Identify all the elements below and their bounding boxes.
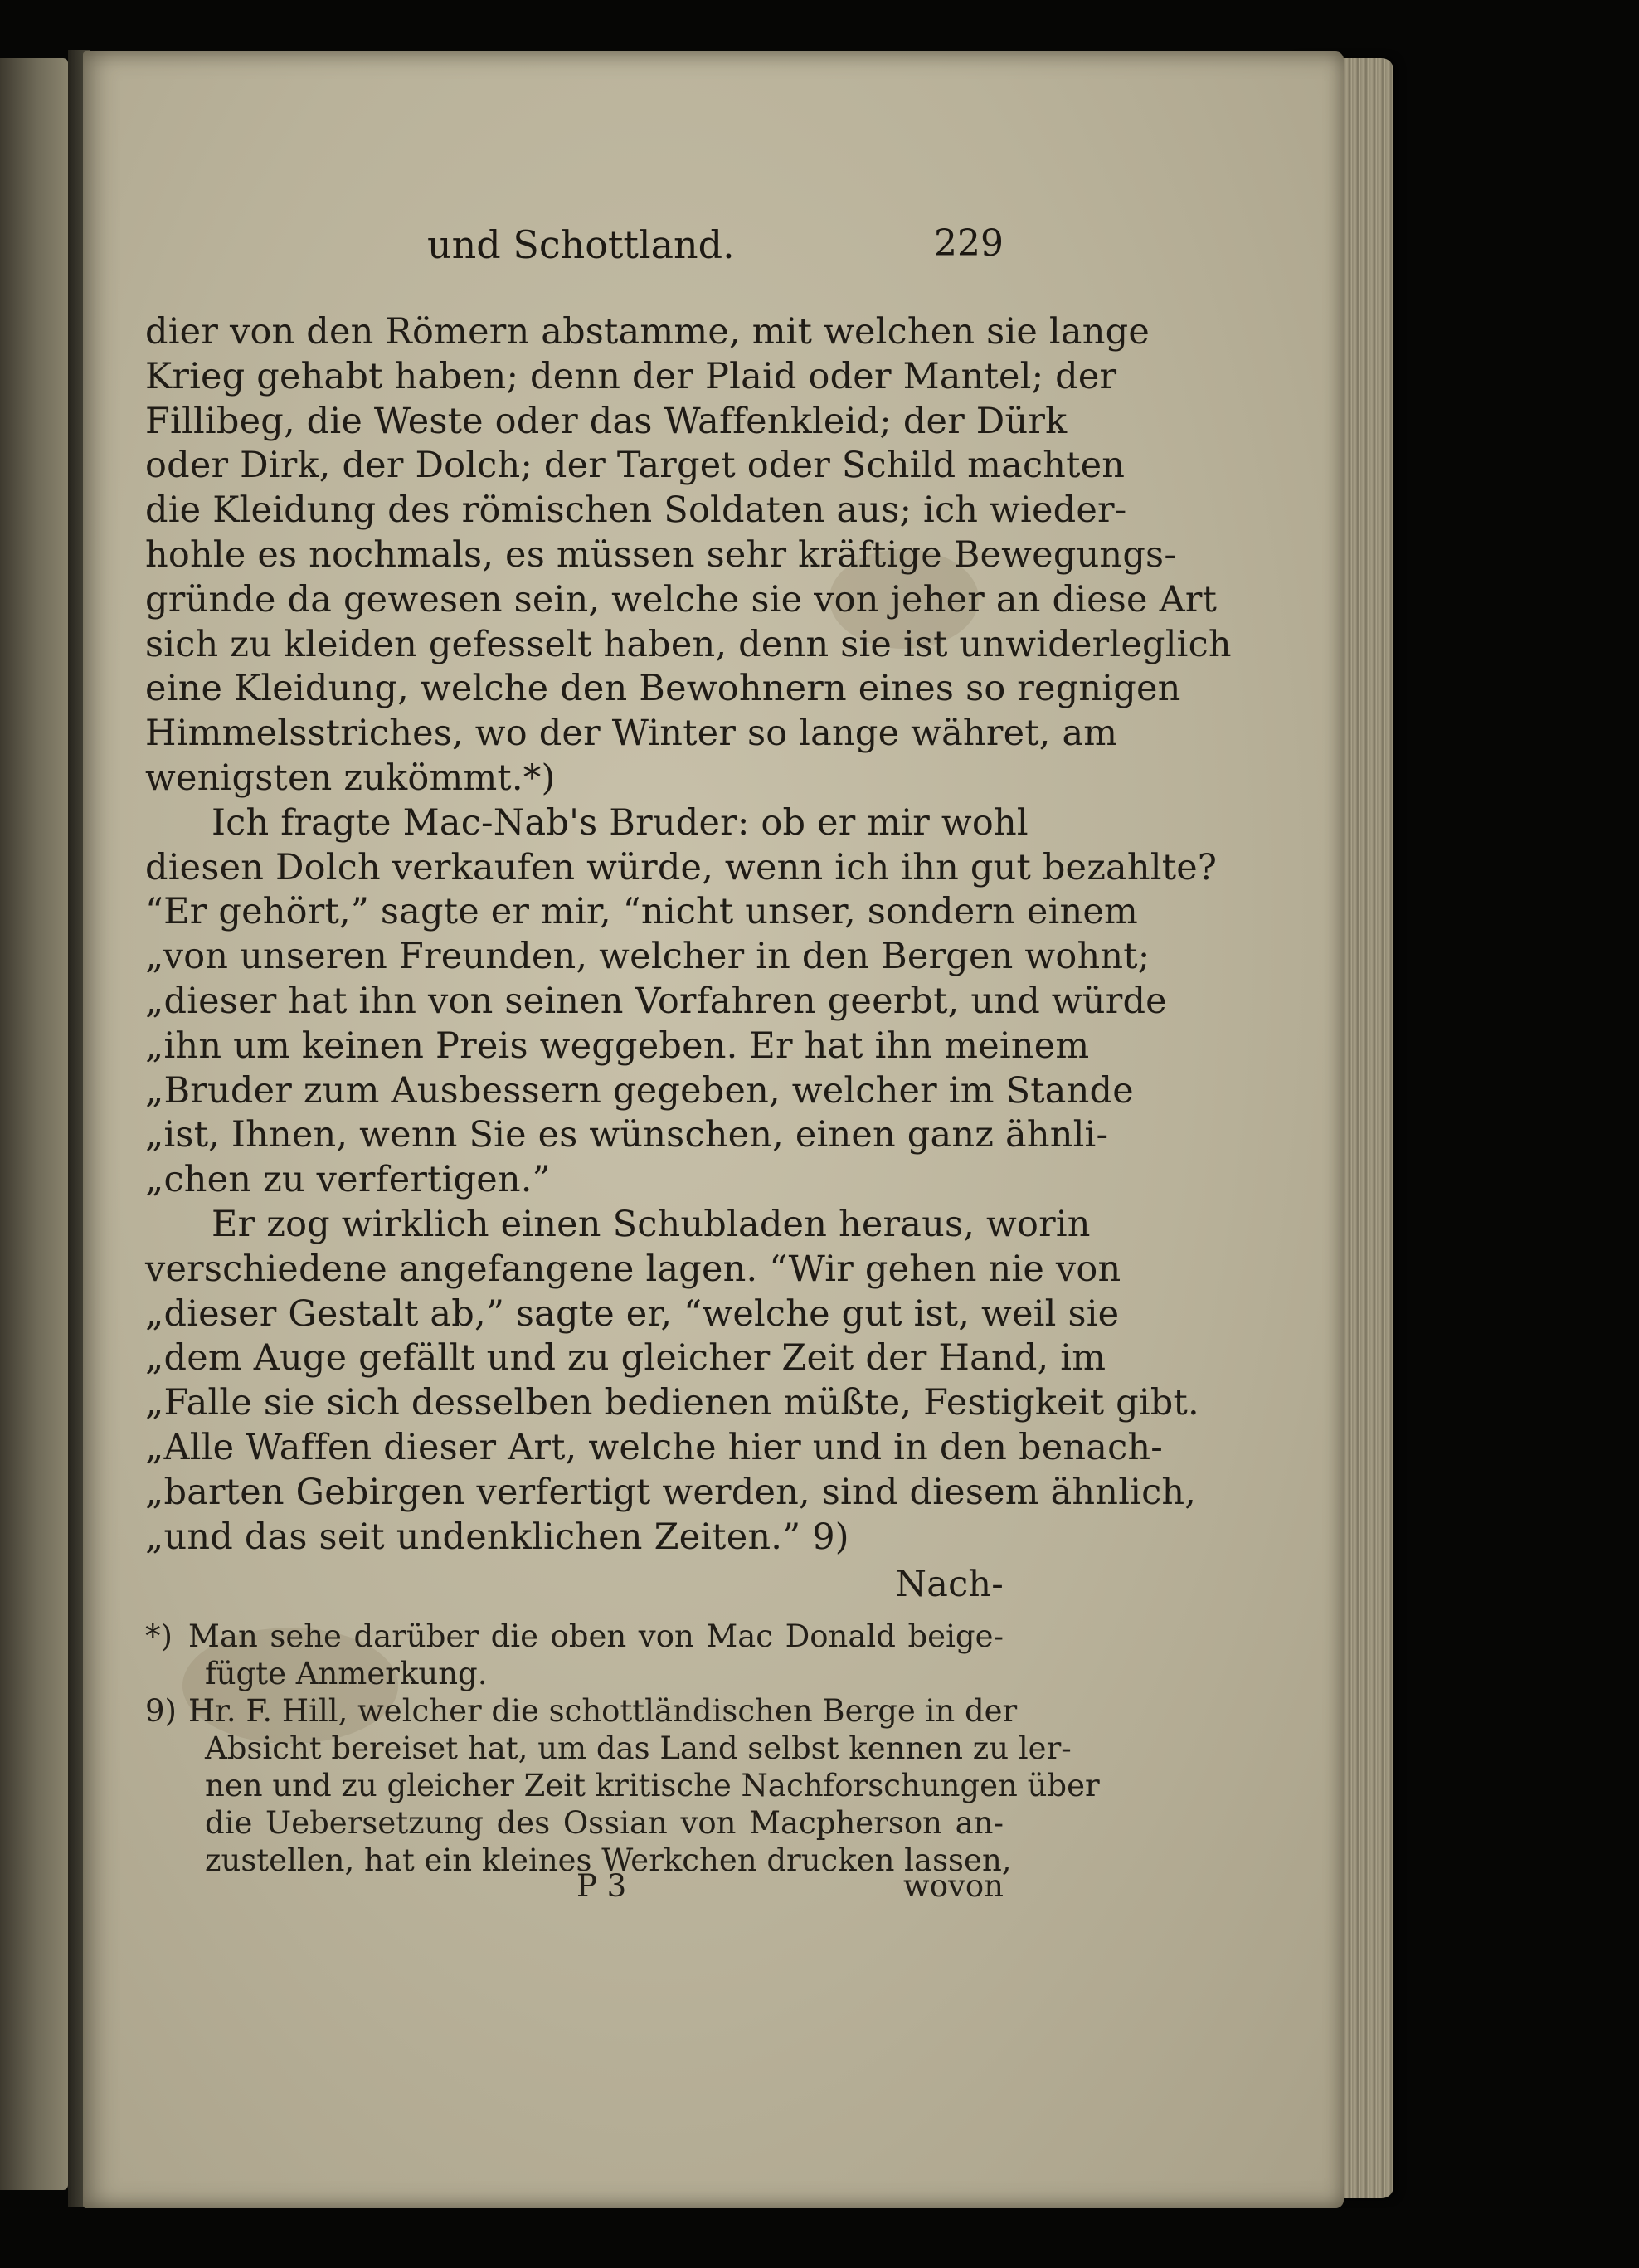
- footnote-text-line: Absicht bereiset hat, um das Land selbst kennen zu ler-: [205, 1730, 1072, 1766]
- text-line: die Kleidung des römischen Soldaten aus; ich wieder-: [145, 489, 1127, 532]
- text-line: eine Kleidung, welche den Bewohnern eines so regnigen: [145, 668, 1181, 710]
- running-head-title: und Schottland.: [427, 222, 735, 267]
- text-line: „von unseren Freunden, welcher in den Bergen wohnt;: [145, 936, 1150, 978]
- text-line: diesen Dolch verkaufen würde, wenn ich ihn gut bezahlte?: [145, 846, 1218, 888]
- footnote-text-line: Hr. F. Hill, welcher die schottländischen Berge in der: [188, 1693, 1018, 1729]
- text-line: „dieser Gestalt ab,” sagte er, “welche gut ist, weil sie: [145, 1292, 1120, 1335]
- footnote-marker: *): [145, 1618, 173, 1654]
- footnote: [145, 1692, 1100, 1879]
- text-line: „Alle Waffen dieser Art, welche hier und in den benach-: [145, 1426, 1164, 1468]
- footnotes: [145, 1618, 1100, 1879]
- text-line: verschiedene angefangene lagen. “Wir gehen nie von: [145, 1248, 1121, 1290]
- paragraph: [145, 801, 1218, 1203]
- facing-page-edge: [0, 58, 68, 2190]
- text-line: „dieser hat ihn von seinen Vorfahren geerbt, und würde: [145, 980, 1167, 1022]
- footnote: [145, 1618, 1004, 1692]
- text-line: „und das seit undenklichen Zeiten.” 9): [145, 1516, 849, 1558]
- text-line: Krieg gehabt haben; denn der Plaid oder Mantel; der: [145, 355, 1117, 397]
- text-line: „Falle sie sich desselben bedienen müßte, Festigkeit gibt.: [145, 1382, 1199, 1424]
- text-line: „ist, Ihnen, wenn Sie es wünschen, einen ganz ähnli-: [145, 1114, 1109, 1156]
- footnote-text-line: die Uebersetzung des Ossian von Macpherson an-: [205, 1805, 1004, 1841]
- footnote-line: [145, 1692, 1018, 1730]
- footnote-marker: 9): [145, 1693, 177, 1729]
- footnote-text-line: nen und zu gleicher Zeit kritische Nachforschungen über: [205, 1768, 1100, 1803]
- text-line: Ich fragte Mac-Nab's Bruder: ob er mir wohl: [212, 801, 1029, 844]
- catchword: Nach-: [895, 1564, 1004, 1606]
- text-line: sich zu kleiden gefesselt haben, denn sie ist unwiderleglich: [145, 623, 1232, 665]
- paragraph: [145, 1203, 1199, 1560]
- signature-line: [145, 1868, 1004, 1906]
- text-line: gründe da gewesen sein, welche sie von jeher an diese Art: [145, 578, 1218, 621]
- text-line: “Er gehört,” sagte er mir, “nicht unser, sondern einem: [145, 891, 1138, 933]
- text-line: dier von den Römern abstamme, mit welchen sie lange: [145, 311, 1150, 353]
- body-text: [145, 310, 1232, 1613]
- text-line: wenigsten zukömmt.*): [145, 757, 556, 799]
- footnote-line: [145, 1618, 1004, 1655]
- text-line: hohle es nochmals, es müssen sehr kräftige Bewegungs-: [145, 533, 1177, 576]
- text-line: Fillibeg, die Weste oder das Waffenkleid; der Dürk: [145, 400, 1068, 442]
- footnote-text-line: Man sehe darüber die oben von Mac Donald beige-: [188, 1618, 1004, 1654]
- text-line: Er zog wirklich einen Schubladen heraus, worin: [212, 1203, 1091, 1245]
- paragraph: [145, 310, 1232, 801]
- text-line: „ihn um keinen Preis weggeben. Er hat ihn meinem: [145, 1024, 1090, 1067]
- text-line: „dem Auge gefällt und zu gleicher Zeit der Hand, im: [145, 1337, 1106, 1380]
- footnote-text-line: zustellen, hat ein kleines Werkchen drucken lassen,: [205, 1842, 1012, 1878]
- text-line: Himmelsstriches, wo der Winter so lange währet, am: [145, 713, 1118, 755]
- running-head: [145, 222, 1004, 272]
- text-line: „chen zu verfertigen.”: [145, 1159, 551, 1201]
- text-line: „barten Gebirgen verfertigt werden, sind diesem ähnlich,: [145, 1471, 1197, 1513]
- footnote-catchword: wovon: [903, 1868, 1004, 1904]
- footnote-text-line: fügte Anmerkung.: [205, 1656, 488, 1691]
- page-number: 229: [934, 222, 1004, 265]
- text-line: oder Dirk, der Dolch; der Target oder Schild machten: [145, 445, 1126, 487]
- signature-mark: P 3: [576, 1868, 627, 1904]
- text-line: „Bruder zum Ausbessern gegeben, welcher im Stande: [145, 1069, 1134, 1112]
